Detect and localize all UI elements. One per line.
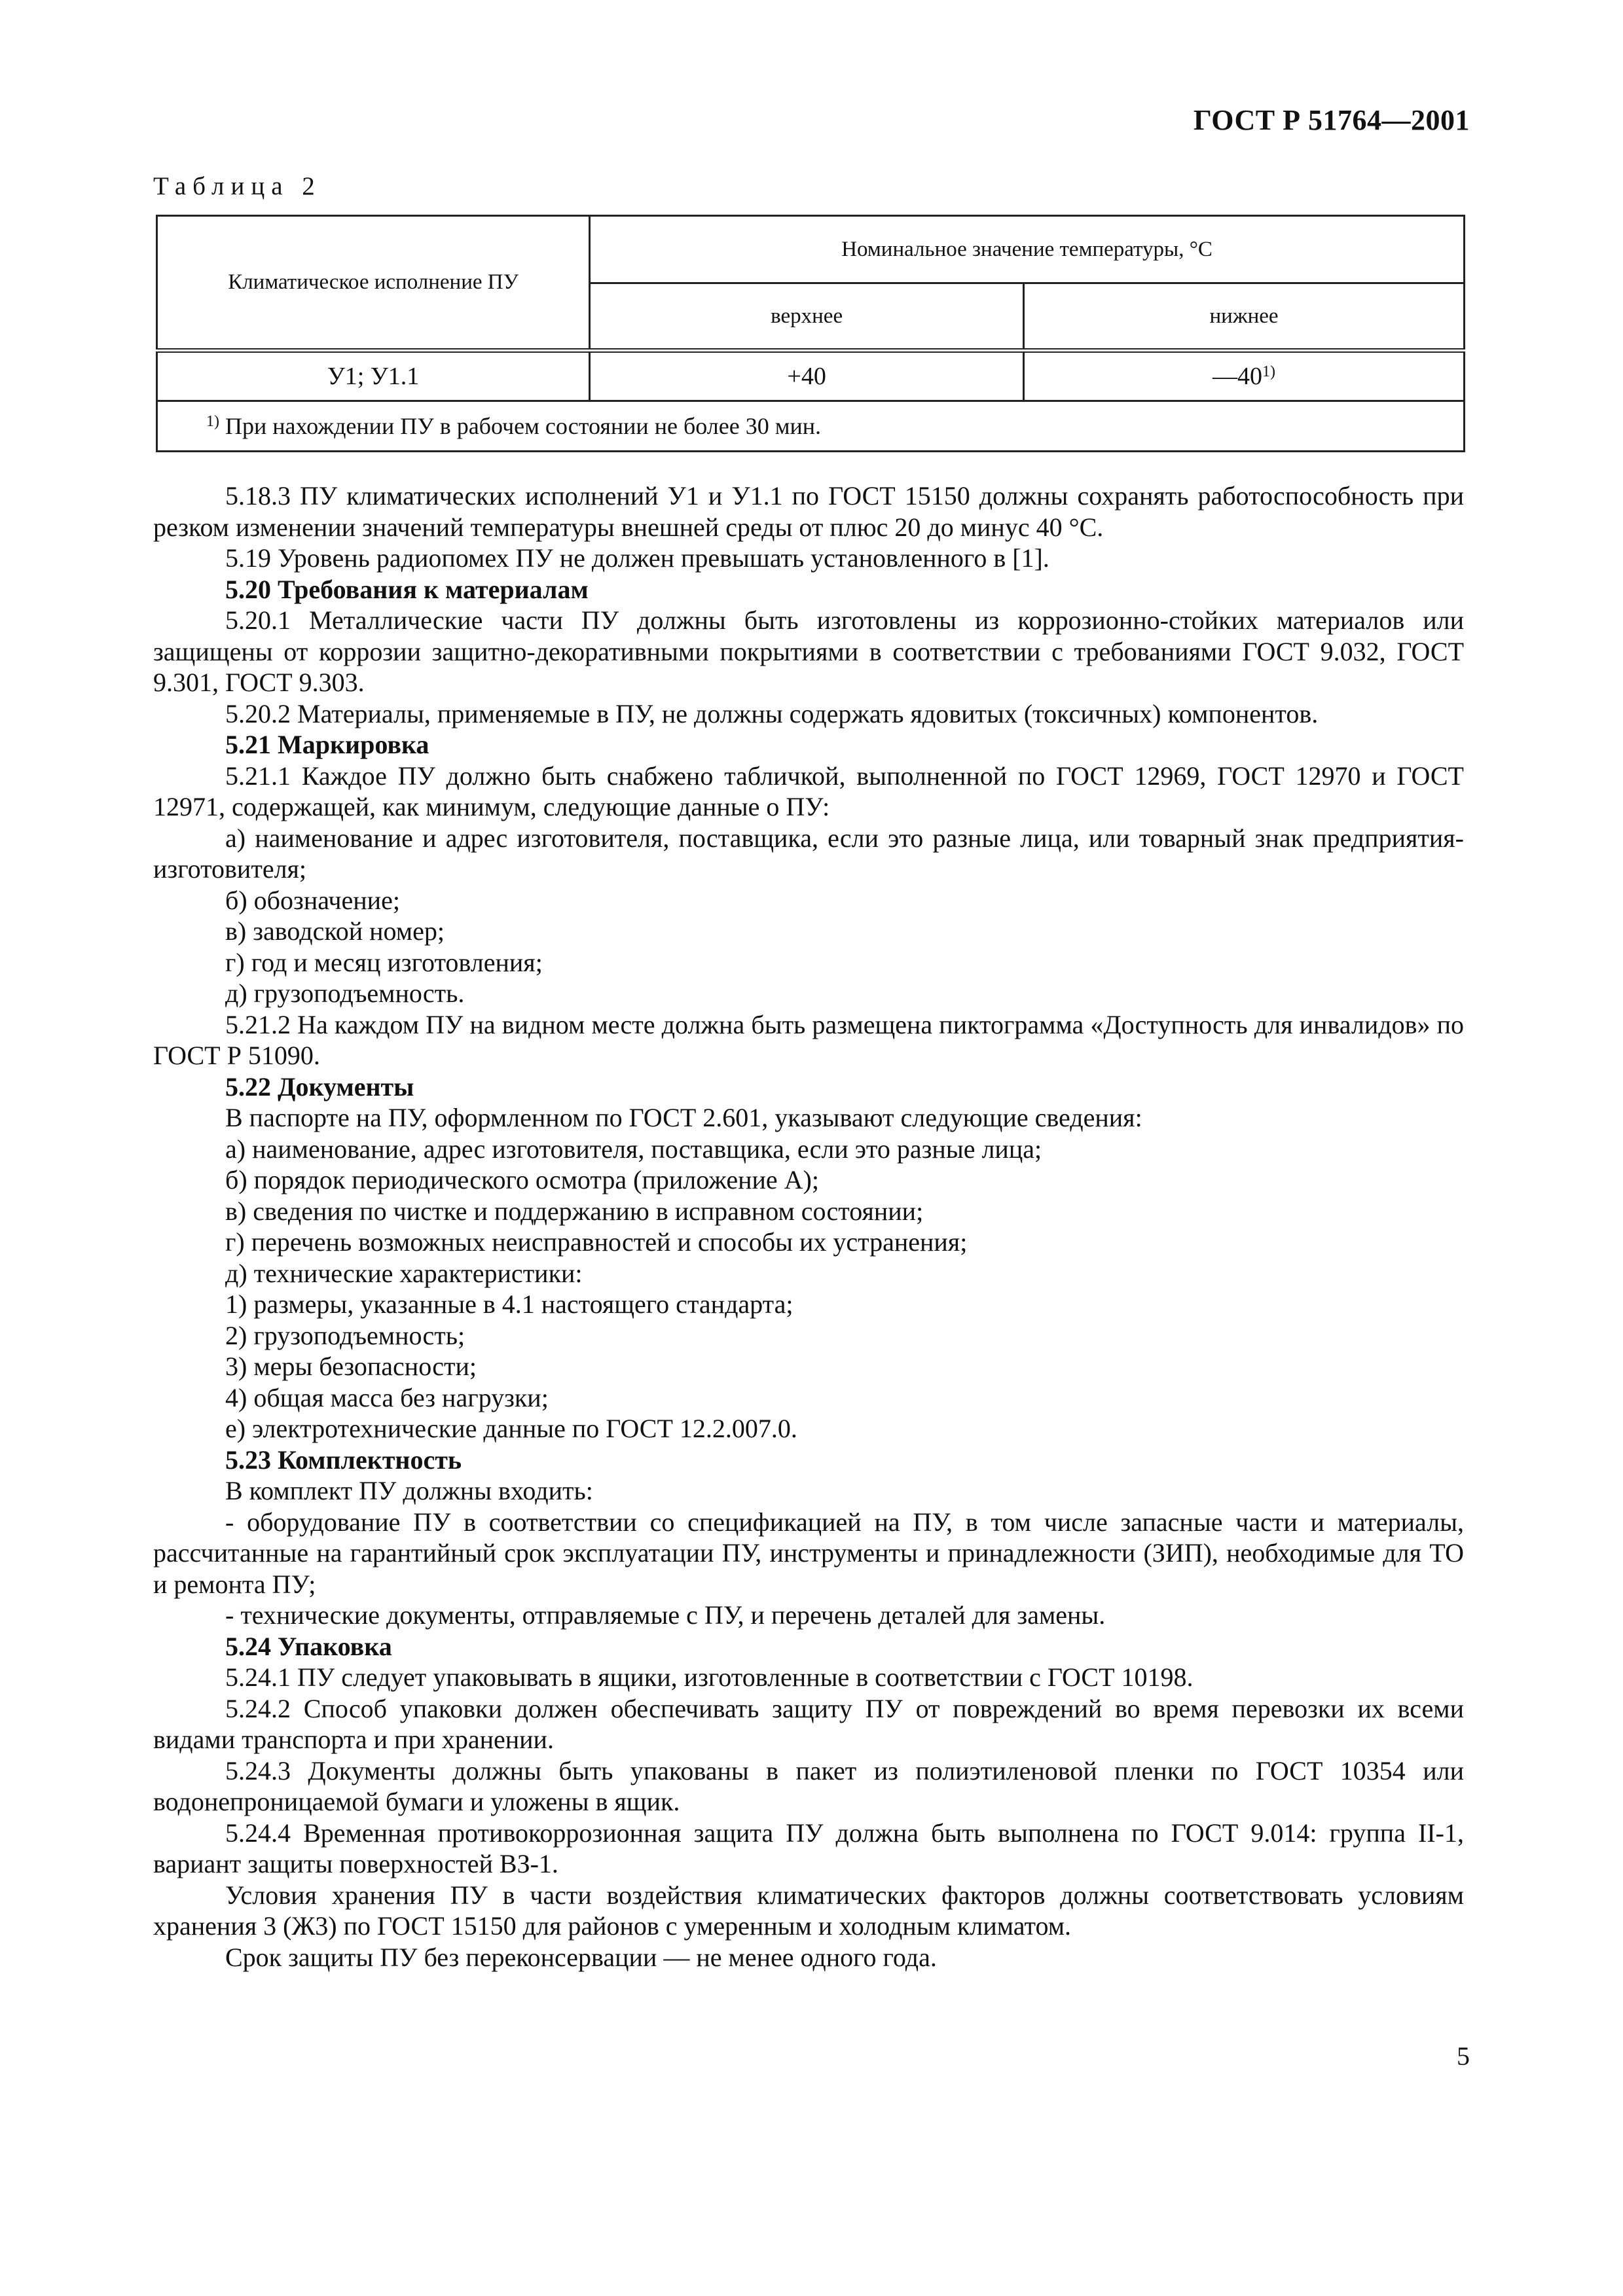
table-footnote <box>157 401 1465 452</box>
list-item: б) обозначение; <box>225 885 400 915</box>
list-item: в) заводской номер; <box>225 916 445 946</box>
list-item: г) перечень возможных неисправностей и способы их устранения; <box>225 1227 968 1257</box>
header-climatic-execution: Климатическое исполнение ПУ <box>157 216 590 351</box>
body-text <box>153 480 1464 1973</box>
section-heading: 5.22 Документы <box>225 1071 414 1102</box>
paragraph: 5.24.2 Способ упаковки должен обеспечивать защиту ПУ от повреждений во время перевозки их всеми видами транспорта и при хранении. <box>153 1693 1464 1754</box>
cell-upper: +40 <box>590 351 1024 401</box>
list-item: б) порядок периодического осмотра (приложение А); <box>225 1165 819 1194</box>
list-item: - оборудование ПУ в соответствии со спецификацией на ПУ, в том числе запасные части и материалы, рассчитанные на гарантийный срок эксплуатации ПУ, инструменты и принадлежности (ЗИП), необходимые для ТО и ремонта ПУ; <box>153 1507 1464 1599</box>
paragraph: Срок защиты ПУ без переконсервации — не менее одного года. <box>225 1942 937 1972</box>
cell-execution: У1; У1.1 <box>157 351 590 401</box>
list-item: 3) меры безопасности; <box>225 1352 477 1381</box>
list-item: - технические документы, отправляемые с ПУ, и перечень деталей для замены. <box>225 1600 1106 1630</box>
list-item: д) технические характеристики: <box>225 1258 583 1288</box>
paragraph: 5.24.3 Документы должны быть упакованы в пакет из полиэтиленовой пленки по ГОСТ 10354 или водонепроницаемой бумаги и уложены в ящик. <box>153 1755 1464 1816</box>
standard-designation: ГОСТ Р 51764—2001 <box>1193 104 1470 136</box>
footnote-text: При нахождении ПУ в рабочем состоянии не более 30 мин. <box>225 413 822 439</box>
footnote-ref: 1) <box>1262 363 1276 380</box>
list-item: г) год и месяц изготовления; <box>225 947 543 977</box>
paragraph: 5.20.1 Металлические части ПУ должны быть изготовлены из коррозионно-стойких материалов или защищены от коррозии защитно-декоративными покрытиями в соответствии с требованиями ГОСТ 9.032, ГОСТ 9.301, ГОСТ 9.303. <box>153 605 1464 697</box>
table-caption: Таблица 2 <box>153 172 321 200</box>
header-upper: верхнее <box>590 283 1024 351</box>
list-item: в) сведения по чистке и поддержанию в исправном состоянии; <box>225 1196 924 1226</box>
section-heading: 5.20 Требования к материалам <box>225 574 589 604</box>
section-heading: 5.23 Комплектность <box>225 1444 462 1475</box>
temperature-table <box>156 215 1465 452</box>
paragraph: В паспорте на ПУ, оформленном по ГОСТ 2.601, указывают следующие сведения: <box>225 1103 1142 1132</box>
cell-lower-value: —40 <box>1213 363 1263 390</box>
list-item: 2) грузоподъемность; <box>225 1320 465 1350</box>
list-item: а) наименование, адрес изготовителя, поставщика, если это разные лица; <box>225 1134 1042 1164</box>
paragraph: В комплект ПУ должны входить: <box>225 1476 593 1505</box>
table-row <box>157 351 1465 401</box>
list-item: 4) общая масса без нагрузки; <box>225 1382 549 1412</box>
paragraph: 5.24.4 Временная противокоррозионная защита ПУ должна быть выполнена по ГОСТ 9.014: группа II-1, вариант защиты поверхностей ВЗ-1. <box>153 1818 1464 1878</box>
paragraph: 5.20.2 Материалы, применяемые в ПУ, не должны содержать ядовитых (токсичных) компонентов. <box>225 698 1319 728</box>
paragraph: 5.24.1 ПУ следует упаковывать в ящики, изготовленные в соответствии с ГОСТ 10198. <box>225 1662 1194 1692</box>
header-nominal-temperature: Номинальное значение температуры, °С <box>590 216 1465 283</box>
paragraph: 5.18.3 ПУ климатических исполнений У1 и У1.1 по ГОСТ 15150 должны сохранять работоспособность при резком изменении значений температуры внешней среды от плюс 20 до минус 40 °С. <box>153 481 1464 542</box>
paragraph: Условия хранения ПУ в части воздействия климатических факторов должны соответствовать условиям хранения 3 (Ж3) по ГОСТ 15150 для районов с умеренным и холодным климатом. <box>153 1880 1464 1941</box>
list-item: е) электротехнические данные по ГОСТ 12.2.007.0. <box>225 1414 797 1443</box>
cell-lower <box>1024 351 1465 401</box>
footnote-mark: 1) <box>206 413 219 430</box>
paragraph: 5.19 Уровень радиопомех ПУ не должен превышать установленного в [1]. <box>225 543 1049 573</box>
page-number: 5 <box>1457 2041 1470 2071</box>
section-heading: 5.21 Маркировка <box>225 730 429 759</box>
header-lower: нижнее <box>1024 283 1465 351</box>
section-heading: 5.24 Упаковка <box>225 1631 392 1661</box>
list-item: а) наименование и адрес изготовителя, поставщика, если это разные лица, или товарный знак предприятия-изготовителя; <box>153 823 1464 884</box>
paragraph: 5.21.2 На каждом ПУ на видном месте должна быть размещена пиктограмма «Доступность для инвалидов» по ГОСТ Р 51090. <box>153 1009 1464 1070</box>
paragraph: 5.21.1 Каждое ПУ должно быть снабжено табличкой, выполненной по ГОСТ 12969, ГОСТ 12970 и ГОСТ 12971, содержащей, как минимум, следующие данные о ПУ: <box>153 761 1464 821</box>
list-item: д) грузоподъемность. <box>225 978 465 1008</box>
list-item: 1) размеры, указанные в 4.1 настоящего стандарта; <box>225 1289 793 1319</box>
